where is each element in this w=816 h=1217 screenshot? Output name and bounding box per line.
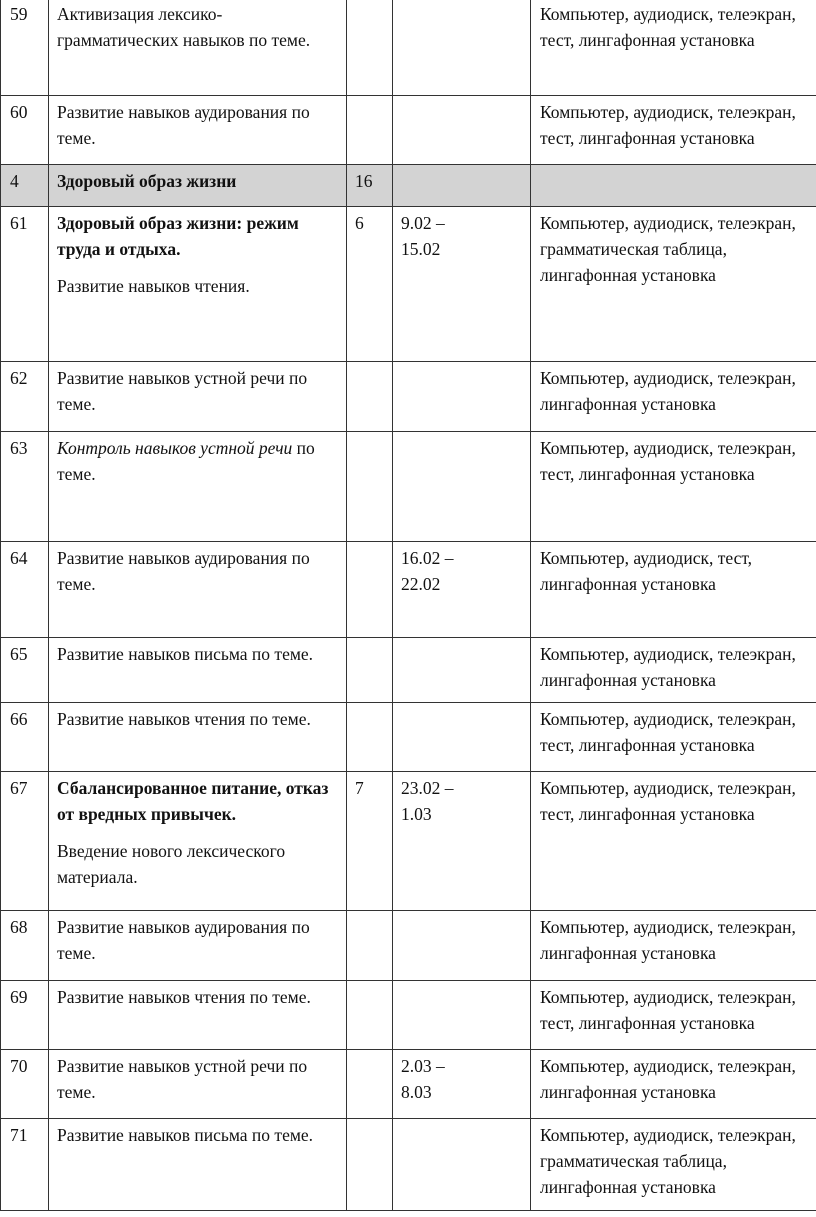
hours-count: 7 xyxy=(347,772,393,911)
resources-cell: Компьютер, аудиодиск, телеэкран, лингафонная установка xyxy=(531,911,816,981)
lesson-number: 70 xyxy=(1,1050,49,1119)
lesson-number: 62 xyxy=(1,362,49,432)
date-range: 2.03 – 8.03 xyxy=(393,1050,531,1119)
topic-text: Развитие навыков аудирования по теме. xyxy=(57,102,310,148)
table-row xyxy=(1,911,816,981)
hours-count: 6 xyxy=(347,207,393,362)
table-row xyxy=(1,1119,816,1211)
table-row xyxy=(1,542,816,638)
lesson-plan-body xyxy=(1,0,816,1211)
hours-count xyxy=(347,911,393,981)
hours-count: 16 xyxy=(347,165,393,207)
date-range xyxy=(393,362,531,432)
date-range: 23.02 – 1.03 xyxy=(393,772,531,911)
lesson-number: 59 xyxy=(1,0,49,96)
resources-cell: Компьютер, аудиодиск, телеэкран, тест, лингафонная установка xyxy=(531,96,816,165)
date-range: 9.02 – 15.02 xyxy=(393,207,531,362)
table-row xyxy=(1,981,816,1050)
topic-text: Развитие навыков устной речи по теме. xyxy=(57,1056,308,1102)
topic-control-text: Контроль навыков устной речи xyxy=(57,438,293,458)
topic-heading: Сбалансированное питание, отказ от вредных привычек. xyxy=(57,778,329,824)
date-range xyxy=(393,638,531,703)
hours-count xyxy=(347,703,393,772)
hours-count xyxy=(347,432,393,542)
resources-cell: Компьютер, аудиодиск, телеэкран, тест, лингафонная установка xyxy=(531,981,816,1050)
lesson-topic xyxy=(49,638,347,703)
table-row xyxy=(1,1050,816,1119)
lesson-number: 66 xyxy=(1,703,49,772)
hours-count xyxy=(347,96,393,165)
hours-count xyxy=(347,0,393,96)
topic-text: Развитие навыков чтения по теме. xyxy=(57,987,311,1007)
topic-text: Развитие навыков письма по теме. xyxy=(57,644,314,664)
date-range xyxy=(393,165,531,207)
date-range xyxy=(393,703,531,772)
lesson-topic xyxy=(49,772,347,911)
table-row xyxy=(1,638,816,703)
resources-cell: Компьютер, аудиодиск, телеэкран, тест, лингафонная установка xyxy=(531,432,816,542)
resources-cell: Компьютер, аудиодиск, телеэкран, грамматическая таблица, лингафонная установка xyxy=(531,207,816,362)
resources-cell: Компьютер, аудиодиск, тест, лингафонная установка xyxy=(531,542,816,638)
hours-count xyxy=(347,638,393,703)
date-range xyxy=(393,981,531,1050)
table-row xyxy=(1,703,816,772)
lesson-number: 65 xyxy=(1,638,49,703)
hours-count xyxy=(347,1119,393,1211)
lesson-topic xyxy=(49,207,347,362)
section-row xyxy=(1,165,816,207)
lesson-number: 63 xyxy=(1,432,49,542)
lesson-number: 68 xyxy=(1,911,49,981)
lesson-number: 4 xyxy=(1,165,49,207)
date-range xyxy=(393,1119,531,1211)
table-row xyxy=(1,362,816,432)
hours-count xyxy=(347,542,393,638)
date-range xyxy=(393,96,531,165)
lesson-number: 60 xyxy=(1,96,49,165)
date-range xyxy=(393,432,531,542)
lesson-topic xyxy=(49,911,347,981)
topic-subtext: Развитие навыков чтения. xyxy=(57,276,250,296)
date-range xyxy=(393,911,531,981)
topic-text: Активизация лексико-грамматических навыков по теме. xyxy=(57,4,311,50)
topic-tail-text: по теме. xyxy=(57,438,315,484)
lesson-topic xyxy=(49,96,347,165)
lesson-topic xyxy=(49,703,347,772)
hours-count xyxy=(347,362,393,432)
lesson-topic xyxy=(49,542,347,638)
lesson-topic xyxy=(49,1050,347,1119)
topic-text: Развитие навыков аудирования по теме. xyxy=(57,917,310,963)
topic-heading: Здоровый образ жизни xyxy=(57,171,237,191)
lesson-topic xyxy=(49,362,347,432)
table-row xyxy=(1,432,816,542)
resources-cell: Компьютер, аудиодиск, телеэкран, тест, лингафонная установка xyxy=(531,772,816,911)
lesson-topic xyxy=(49,1119,347,1211)
lesson-topic xyxy=(49,432,347,542)
lesson-number: 61 xyxy=(1,207,49,362)
lesson-number: 69 xyxy=(1,981,49,1050)
resources-cell xyxy=(531,165,816,207)
lesson-topic xyxy=(49,0,347,96)
date-range: 16.02 – 22.02 xyxy=(393,542,531,638)
topic-text: Развитие навыков письма по теме. xyxy=(57,1125,314,1145)
table-row xyxy=(1,96,816,165)
lesson-topic xyxy=(49,981,347,1050)
lesson-number: 71 xyxy=(1,1119,49,1211)
resources-cell: Компьютер, аудиодиск, телеэкран, тест, лингафонная установка xyxy=(531,0,816,96)
resources-cell: Компьютер, аудиодиск, телеэкран, лингафонная установка xyxy=(531,638,816,703)
lesson-number: 67 xyxy=(1,772,49,911)
topic-subtext: Введение нового лексического материала. xyxy=(57,841,286,887)
date-range xyxy=(393,0,531,96)
resources-cell: Компьютер, аудиодиск, телеэкран, лингафонная установка xyxy=(531,362,816,432)
resources-cell: Компьютер, аудиодиск, телеэкран, лингафонная установка xyxy=(531,1050,816,1119)
topic-text: Развитие навыков чтения по теме. xyxy=(57,709,311,729)
table-row xyxy=(1,772,816,911)
hours-count xyxy=(347,981,393,1050)
topic-heading: Здоровый образ жизни: режим труда и отдыха. xyxy=(57,213,299,259)
table-row xyxy=(1,0,816,96)
resources-cell: Компьютер, аудиодиск, телеэкран, грамматическая таблица, лингафонная установка xyxy=(531,1119,816,1211)
topic-text: Развитие навыков устной речи по теме. xyxy=(57,368,308,414)
lesson-topic xyxy=(49,165,347,207)
table-row xyxy=(1,207,816,362)
lesson-number: 64 xyxy=(1,542,49,638)
topic-text: Развитие навыков аудирования по теме. xyxy=(57,548,310,594)
resources-cell: Компьютер, аудиодиск, телеэкран, тест, лингафонная установка xyxy=(531,703,816,772)
hours-count xyxy=(347,1050,393,1119)
